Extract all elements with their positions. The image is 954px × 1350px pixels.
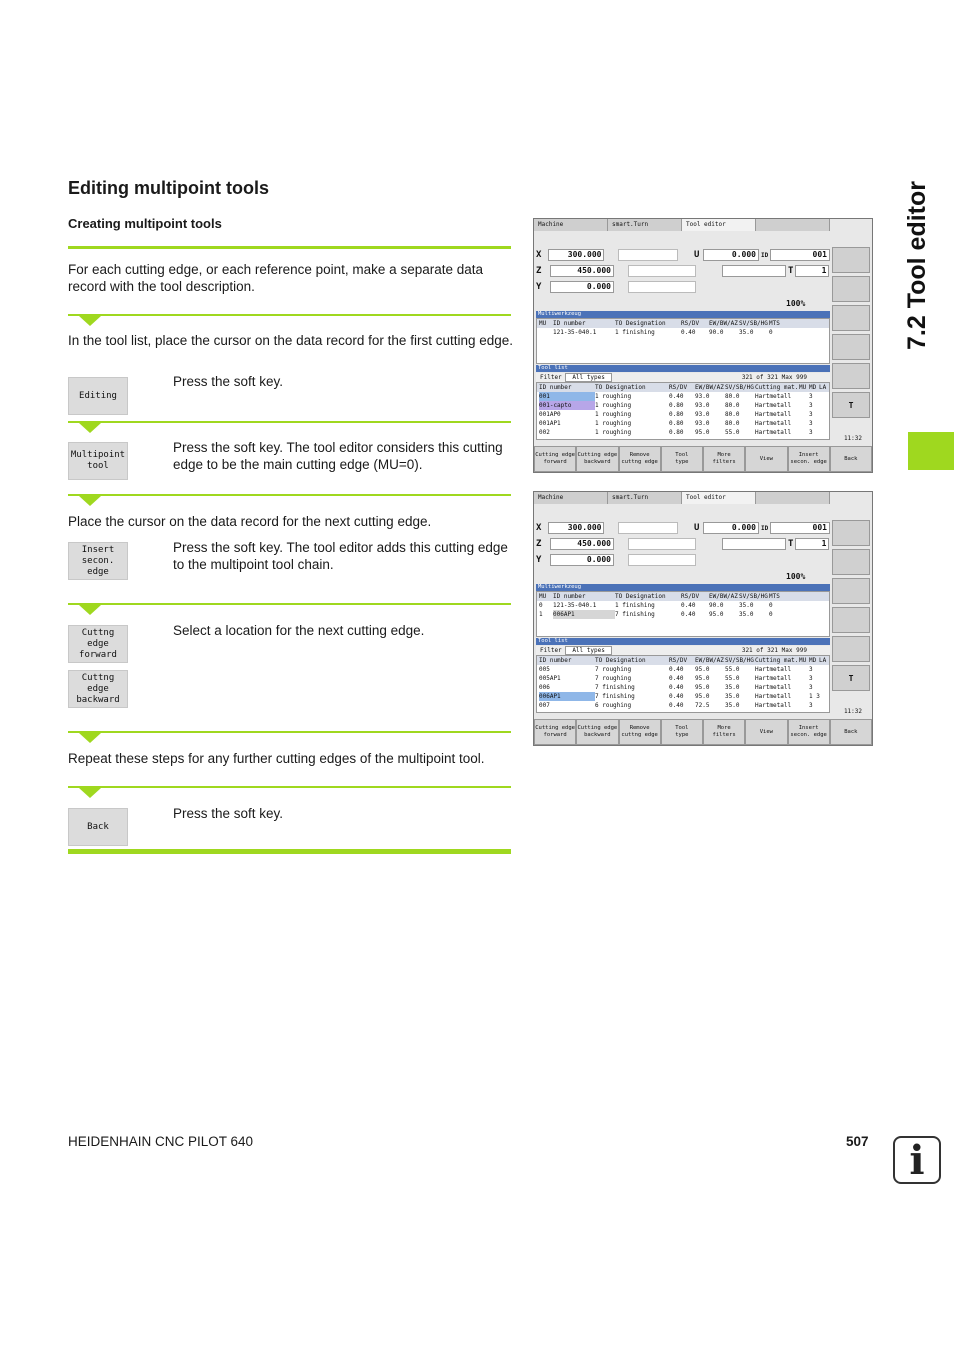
filter-row: Filter All types 321 of 321 Max 999 (536, 646, 830, 655)
softkey-cutting-edge-forward[interactable]: Cutting edge forward (534, 446, 576, 472)
position-row: X 300.000 U 0.000 ID 001 (536, 247, 830, 263)
vertical-softkey[interactable] (832, 305, 870, 331)
tool-list-header: Tool list (536, 638, 830, 645)
chapter-side-tab (880, 100, 954, 430)
filter-row: Filter All types 321 of 321 Max 999 (536, 373, 830, 382)
vertical-softkey[interactable] (832, 276, 870, 302)
divider (68, 314, 511, 316)
chapter-color-tab (908, 432, 954, 470)
section-title: Editing multipoint tools (68, 178, 269, 198)
filter-select[interactable]: All types (565, 373, 612, 382)
softkey-view[interactable]: View (745, 719, 787, 745)
table-row[interactable]: 007 6 roughing 0.40 72.5 35.0 Hartmetall 3 (539, 702, 813, 709)
vertical-softkey[interactable] (832, 247, 870, 273)
softkey-insert-secon-edge[interactable]: Insert secon. edge (788, 719, 830, 745)
position-row: X 300.000 U 0.000 ID 001 (536, 520, 830, 536)
back-softkey[interactable]: Back (68, 808, 128, 846)
position-display (536, 247, 830, 311)
table-header: MU ID number TO Designation RS/DV EW/BW/AZ SV/SB/HG MTS (537, 592, 829, 601)
table-row[interactable]: 1 006AP1 7 finishing 0.40 95.0 35.0 0 (539, 611, 773, 618)
footer-product-name: HEIDENHAIN CNC PILOT 640 (68, 1134, 254, 1149)
softkey-back[interactable]: Back (830, 719, 872, 745)
softkey-view[interactable]: View (745, 446, 787, 472)
screenshot-tool-editor-1 (533, 218, 873, 473)
tool-list-header: Tool list (536, 365, 830, 372)
softkey-tool-type[interactable]: Tool type (661, 446, 703, 472)
tool-list-table (536, 382, 830, 440)
multipoint-header: Multiwerkzeug (536, 584, 830, 591)
screen-tab-machine[interactable]: Machine (534, 492, 608, 504)
vertical-softkey[interactable] (832, 549, 870, 575)
arrow-down-icon (79, 605, 101, 615)
multipoint-table (536, 318, 830, 364)
table-row[interactable]: 005 7 roughing 0.40 95.0 55.0 Hartmetall 3 (539, 666, 813, 673)
tool-list-table (536, 655, 830, 713)
divider (68, 849, 511, 854)
table-header: MU ID number TO Designation RS/DV EW/BW/AZ SV/SB/HG MTS (537, 319, 829, 328)
cuttng-edge-backward-softkey[interactable]: Cuttng edge backward (68, 670, 128, 708)
arrow-down-icon (79, 733, 101, 743)
vertical-softkey-column (832, 247, 870, 421)
multipoint-tool-softkey[interactable]: Multipoint tool (68, 442, 128, 480)
step-press-softkey-2: Press the soft key. The tool editor considers this cutting edge to be the main cutting edge (MU=0). (173, 440, 503, 472)
tool-t-icon[interactable]: T (832, 665, 870, 691)
screen-tab-extra[interactable] (756, 492, 830, 504)
vertical-softkey[interactable] (832, 578, 870, 604)
cuttng-edge-forward-softkey[interactable]: Cuttng edge forward (68, 625, 128, 663)
subsection-title: Creating multipoint tools (68, 216, 222, 231)
step-repeat: Repeat these steps for any further cutting edges of the multipoint tool. (68, 751, 485, 766)
table-row[interactable]: 001-capto 1 roughing 0.80 93.0 80.0 Hartmetall 3 (539, 402, 813, 409)
softkey-cutting-edge-backward[interactable]: Cutting edge backward (576, 446, 618, 472)
chapter-side-label: 7.2 Tool editor (902, 180, 931, 350)
clock: 11:32 (843, 435, 862, 442)
softkey-tool-type[interactable]: Tool type (661, 719, 703, 745)
vertical-softkey[interactable] (832, 607, 870, 633)
screen-tab-machine[interactable]: Machine (534, 219, 608, 231)
table-header: ID number TO Designation RS/DV EW/BW/AZ SV/SB/HG Cutting mat. MU MD LA (537, 656, 829, 665)
position-row: Z 450.000 T 1 (536, 536, 830, 552)
table-row[interactable]: 121-35-040.1 1 finishing 0.40 90.0 35.0 0 (553, 329, 773, 336)
multipoint-header: Multiwerkzeug (536, 311, 830, 318)
step-press-softkey-1: Press the soft key. (173, 374, 284, 389)
arrow-down-icon (79, 496, 101, 506)
divider (68, 731, 511, 733)
table-row[interactable]: 005AP1 7 roughing 0.40 95.0 55.0 Hartmetall 3 (539, 675, 813, 682)
step-intro: For each cutting edge, or each reference point, make a separate data record with the tool description. (68, 262, 484, 294)
screen-tab-tool-editor[interactable]: Tool editor (682, 492, 756, 504)
position-display (536, 520, 830, 584)
vertical-softkey[interactable] (832, 334, 870, 360)
filter-select[interactable]: All types (565, 646, 612, 655)
divider (68, 246, 511, 249)
vertical-softkey[interactable] (832, 636, 870, 662)
softkey-cutting-edge-backward[interactable]: Cutting edge backward (576, 719, 618, 745)
softkey-row (534, 446, 872, 472)
screen-tab-bar (534, 492, 830, 504)
softkey-row (534, 719, 872, 745)
override-row: 100% (786, 298, 806, 308)
table-header: ID number TO Designation RS/DV EW/BW/AZ SV/SB/HG Cutting mat. MU MD LA (537, 383, 829, 392)
softkey-more-filters[interactable]: More filters (703, 446, 745, 472)
step-press-softkey-3: Press the soft key. The tool editor adds this cutting edge to the multipoint tool chain. (173, 540, 508, 572)
multipoint-table (536, 591, 830, 637)
softkey-insert-secon-edge[interactable]: Insert secon. edge (788, 446, 830, 472)
screenshot-tool-editor-2 (533, 491, 873, 746)
step-press-softkey-4: Press the soft key. (173, 806, 284, 821)
divider (68, 421, 511, 423)
softkey-remove-cuttng-edge[interactable]: Remove cuttng edge (619, 446, 661, 472)
info-icon: i (893, 1136, 941, 1184)
insert-secon-edge-softkey[interactable]: Insert secon. edge (68, 542, 128, 580)
editing-softkey[interactable]: Editing (68, 377, 128, 415)
screen-tab-smart-turn[interactable]: smart.Turn (608, 219, 682, 231)
screen-tab-tool-editor[interactable]: Tool editor (682, 219, 756, 231)
position-row: Y 0.000 (536, 552, 830, 568)
divider (68, 786, 511, 788)
arrow-down-icon (79, 788, 101, 798)
table-row[interactable]: 006 7 finishing 0.40 95.0 35.0 Hartmetall 3 (539, 684, 813, 691)
step-cursor-first: In the tool list, place the cursor on the data record for the first cutting edge. (68, 333, 513, 348)
table-row[interactable]: 001AP0 1 roughing 0.80 93.0 80.0 Hartmetall 3 (539, 411, 813, 418)
divider (68, 603, 511, 605)
screen-tab-extra[interactable] (756, 219, 830, 231)
softkey-cutting-edge-forward[interactable]: Cutting edge forward (534, 719, 576, 745)
step-cursor-next: Place the cursor on the data record for the next cutting edge. (68, 514, 432, 529)
arrow-down-icon (79, 423, 101, 433)
softkey-back[interactable]: Back (830, 446, 872, 472)
softkey-remove-cuttng-edge[interactable]: Remove cuttng edge (619, 719, 661, 745)
arrow-down-icon (79, 316, 101, 326)
table-row[interactable]: 006AP1 7 finishing 0.40 95.0 35.0 Hartmetall 1 3 (539, 693, 820, 700)
softkey-more-filters[interactable]: More filters (703, 719, 745, 745)
screen-tab-bar (534, 219, 830, 231)
clock: 11:32 (843, 708, 862, 715)
vertical-softkey-column (832, 520, 870, 694)
vertical-softkey[interactable] (832, 363, 870, 389)
tool-t-icon[interactable]: T (832, 392, 870, 418)
vertical-softkey[interactable] (832, 520, 870, 546)
table-row[interactable]: 001AP1 1 roughing 0.80 93.0 80.0 Hartmetall 3 (539, 420, 813, 427)
table-row[interactable]: 002 1 roughing 0.80 95.0 55.0 Hartmetall 3 (539, 429, 813, 436)
override-row: 100% (786, 571, 806, 581)
page-number: 507 (846, 1134, 869, 1149)
divider (68, 494, 511, 496)
step-select-location: Select a location for the next cutting edge. (173, 623, 425, 638)
screen-tab-smart-turn[interactable]: smart.Turn (608, 492, 682, 504)
table-row[interactable]: 0 121-35-040.1 1 finishing 0.40 90.0 35.0 0 (539, 602, 773, 609)
table-row[interactable]: 001 1 roughing 0.40 93.0 80.0 Hartmetall 3 (539, 393, 813, 400)
position-row: Y 0.000 (536, 279, 830, 295)
position-row: Z 450.000 T 1 (536, 263, 830, 279)
